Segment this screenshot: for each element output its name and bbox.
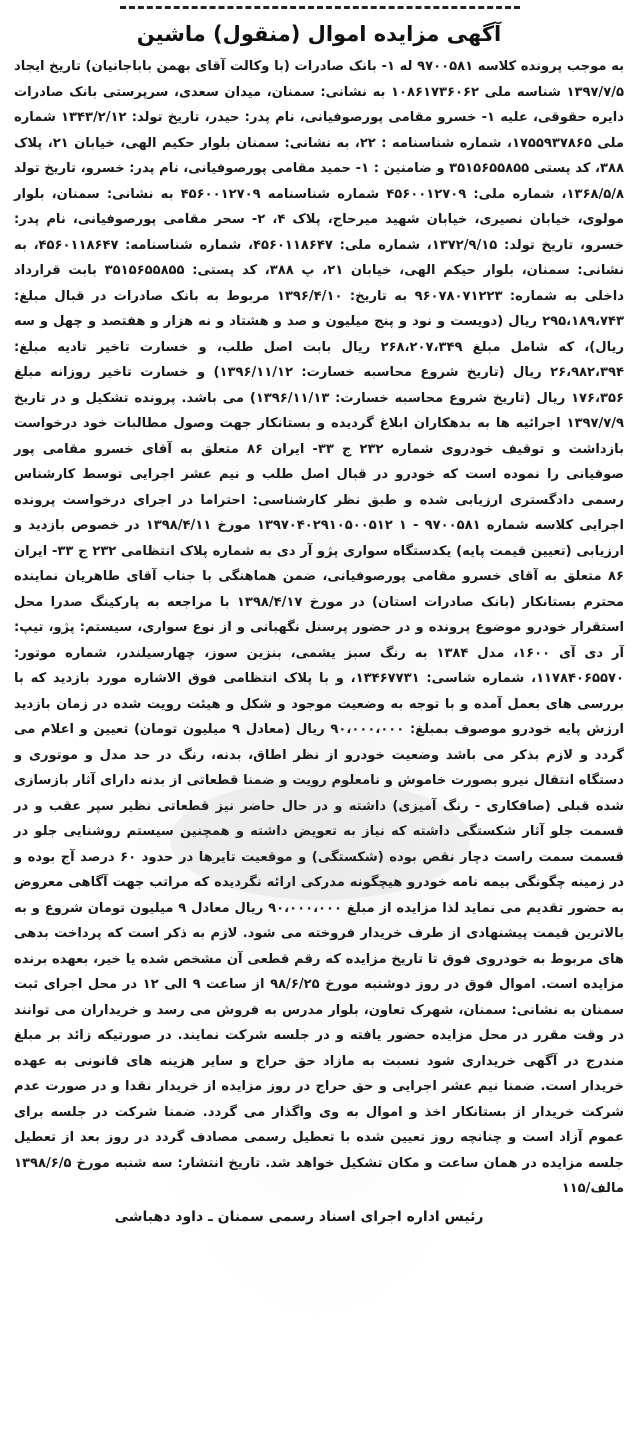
- notice-signature: رئیس اداره اجرای اسناد رسمی سمنان ـ داود دهباشی: [114, 1208, 484, 1225]
- notice-title: آگهی مزایده اموال (منقول) ماشین: [136, 22, 502, 46]
- auction-notice: [8, 18, 630, 1442]
- notice-body: به موجب پرونده کلاسه ۹۷۰۰۵۸۱ له ۱- بانک صادرات (با وکالت آقای بهمن باباجانیان) تاریخ ایجاد ۱۳۹۷/۷/۵ شناسه ملی ۱۰۸۶۱۷۳۶۰۶۲ به نشانی: سمنان، میدان سعدی، سرپرستی بانک صادرات دایره حقوقی، علیه ۱- خسرو مقامی پورصوفیانی، نام پدر: حیدر، تاریخ تولد: ۱۳۴۳/۲/۱۲ شماره ملی ۱۷۵۵۹۳۷۸۶۵، شماره شناسنامه : ۲۲، به نشانی: سمنان بلوار حکیم الهی، خیابان ۲۱، پلاک ۳۸۸، کد پستی ۳۵۱۵۶۵۵۸۵۵ و ضامنین : ۱- حمید مقامی پورصوفیانی، نام پدر: خسرو، تاریخ تولد ۱۳۶۸/۵/۸، شماره ملی: ۴۵۶۰۰۱۲۷۰۹ شماره شناسنامه ۴۵۶۰۰۱۲۷۰۹ به نشانی: سمنان، بلوار مولوی، خیابان نصیری، خیابان شهید میرحاج، پلاک ۴، ۲- سحر مقامی پورصوفیانی، نام پدر: خسرو، تاریخ تولد: ۱۳۷۲/۹/۱۵، شماره ملی: ۴۵۶۰۱۱۸۶۴۷، شماره شناسنامه: ۴۵۶۰۱۱۸۶۴۷، به نشانی: سمنان، بلوار حیکم الهی، خیابان ۲۱، پ ۳۸۸، کد پستی: ۳۵۱۵۶۵۵۸۵۵ بابت قرارداد داخلی به شماره: ۹۶۰۷۸۰۷۱۲۲۳ به تاریخ: ۱۳۹۶/۴/۱۰ مربوط به بانک صادرات در قبال مبلغ: ۲۹۵،۱۸۹،۷۴۳ ریال (دویست و نود و پنج میلیون و صد و هشتاد و نه هزار و هفتصد و چهل و سه ریال)، که شامل مبلغ ۲۶۸،۲۰۷،۳۴۹ ریال بابت اصل طلب، و خسارت تاخیر تادیه مبلغ: ۲۶،۹۸۲،۳۹۴ ریال (تاریخ شروع محاسبه خسارت: ۱۳۹۶/۱۱/۱۲) و خسارت تاخیر روزانه مبلغ ۱۷۶،۳۵۶ ریال (تاریخ شروع محاسبه خسارت: ۱۳۹۶/۱۱/۱۳) می باشد. پرونده تشکیل و در تاریخ ۱۳۹۷/۷/۹ اجرائیه ها به بدهکاران ابلاغ گردیده و بستانکار جهت وصول مطالبات خود درخواست بازداشت و توقیف خودروی شماره ۲۳۲ ج ۳۳- ایران ۸۶ متعلق به آقای خسرو مقامی پور صوفیانی را نموده است که خودرو در قبال اصل طلب و نیم عشر اجرایی توسط کارشناس رسمی دادگستری ارزیابی شده و طبق نظر کارشناسی: احتراما در اجرای درخواست پرونده اجرایی کلاسه شماره ۹۷۰۰۵۸۱ - ۱ ۱۳۹۷۰۴۰۲۹۱۰۵۰۰۵۱۲ مورخ ۱۳۹۸/۴/۱۱ در خصوص بازدید و ارزیابی (تعیین قیمت پایه) یکدستگاه سواری پژو آر دی به شماره پلاک انتظامی ۲۳۲ ج ۳۳- ایران ۸۶ متعلق به آقای خسرو مقامی پورصوفیانی، ضمن هماهنگی با جناب آقای طاهریان نماینده محترم بستانکار (بانک صادرات استان) در مورخ ۱۳۹۸/۴/۱۷ با مراجعه به پارکینگ صدرا محل استقرار خودرو موضوع پرونده و در حضور پرسنل نگهبانی و از نوع سواری، سیستم: پژو، تیپ: آر دی آی ۱۶۰۰، مدل ۱۳۸۴ به رنگ سبز یشمی، بنزین سوز، چهارسیلندر، شماره موتور: ۱۱۷۸۴۰۶۵۵۷۰، شماره شاسی: ۱۳۴۶۷۷۳۱، و با پلاک انتظامی فوق الاشاره مورد بازدید که با بررسی های بعمل آمده و با توجه به وضعیت موجود و شکل و هیئت رویت شده در زمان بازدید ارزش پایه خودرو موصوف بمبلغ: ۹۰،۰۰۰،۰۰۰ ریال (معادل ۹ میلیون تومان) تعیین و اعلام می گردد و لازم بذکر می باشد وضعیت خودرو از نظر اطاق، بدنه، رنگ در حد مدل و موتوری و دستگاه انتقال نیرو بصورت خاموش و نامعلوم رویت و ضمنا قطعاتی از بدنه دارای آثار بازسازی شده قبلی (صافکاری - رنگ آمیزی) داشته و در حال حاضر نیز قطعاتی نظیر سپر عقب و در قسمت جلو آثار شکستگی داشته که نیاز به تعویض داشته و همچنین سیستم روشنایی جلو در قسمت سمت راست دچار نقص بوده (شکستگی) و موقعیت تایرها در حدود ۶۰ درصد آج بوده و در زمینه چگونگی بیمه نامه خودرو هیچگونه مدرکی ارائه نگردیده که مراتب جهت آگاهی معروض به حضور تقدیم می نماید لذا مزایده از مبلغ ۹۰،۰۰۰،۰۰۰ ریال معادل ۹ میلیون تومان شروع و به بالاترین قیمت پیشنهادی از طرف خریدار فروخته می شود. لازم به ذکر است که پرداخت بدهی های مربوط به خودروی فوق تا تاریخ مزایده که رقم قطعی آن مشخص شده یا خیر، بعهده برنده مزایده است. اموال فوق در روز دوشنبه مورخ ۹۸/۶/۲۵ از ساعت ۹ الی ۱۲ در محل اجرای ثبت سمنان به نشانی: سمنان، شهرک تعاون، بلوار مدرس به فروش می رسد و خریداران می توانند در وقت مقرر در محل مزایده حضور یافته و در جلسه شرکت نمایند. در صورتیکه زائد بر مبلغ مندرج در آگهی خریداری شود نسبت به مازاد حق حراج و سایر هزینه های قانونی به عهده خریدار است. ضمنا نیم عشر اجرایی و حق حراج در روز مزایده از خریدار نقدا و در صورت عدم شرکت خریدار از بستانکار اخذ و اموال به وی واگذار می گردد. ضمنا شرکت در جلسه برای عموم آزاد است و چنانچه روز تعیین شده با تعطیل رسمی مصادف گردد در روز بعد از تعطیل جلسه مزایده در همان ساعت و مکان تشکیل خواهد شد. تاریخ انتشار: سه شنبه مورخ ۱۳۹۸/۶/۵ مالف/۱۱۵: [14, 59, 625, 1196]
- top-dashed-rule: [120, 6, 520, 9]
